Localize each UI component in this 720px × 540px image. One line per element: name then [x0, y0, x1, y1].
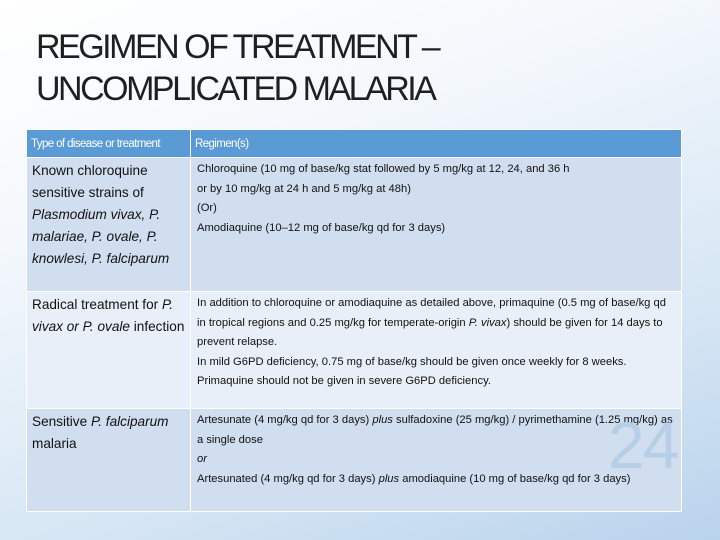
disease-text: Radical treatment for [32, 297, 162, 312]
disease-cell [27, 158, 191, 292]
regimen-text: Artesunate (4 mg/kg qd for 3 days) [197, 414, 373, 426]
slide-number: 24 [608, 408, 678, 482]
disease-text: infection [129, 319, 185, 334]
header-regimen: Regimen(s) [191, 130, 682, 158]
regimen-text: amodiaquine (10 mg of base/kg qd for 3 days) [399, 472, 631, 485]
table-row [27, 158, 682, 292]
table-row [27, 292, 682, 409]
regimen-line: or by 10 mg/kg at 24 h and 5 mg/kg at 48h) [197, 182, 411, 195]
regimen-paragraph [197, 411, 675, 450]
regimen-table [26, 129, 682, 512]
disease-cell [27, 292, 191, 409]
regimen-line: Chloroquine (10 mg of base/kg stat followed by 5 mg/kg at 12, 24, and 36 h [197, 163, 570, 175]
regimen-text: In addition to chloroquine or amodiaquine as detailed above, primaquine (0.5 mg of base/kg qd in tropical regions and 0.25 mg/kg for temperate-origin [197, 297, 666, 329]
disease-text: Known chloroquine sensitive strains of [32, 163, 148, 200]
disease-text: malaria [32, 436, 77, 451]
slide-title-line-2: UNCOMPLICATED MALARIA [36, 70, 435, 108]
regimen-or: or [197, 453, 207, 465]
regimen-species: P. vivax [468, 316, 507, 329]
regimen-text: sulfadoxine (25 mg/kg) / pyrimethamine (1.25 mg/kg) as a single dose [197, 414, 673, 446]
disease-species: Plasmodium vivax, P. malariae, P. ovale, P. knowlesi, P. falciparum [32, 207, 170, 266]
regimen-text: ) should be given for 14 days to prevent relapse. [197, 316, 663, 348]
disease-species: P. vivax or P. ovale [32, 297, 174, 334]
slide-title-line-1: REGIMEN OF TREATMENT – [36, 28, 439, 66]
table-row [27, 409, 682, 512]
regimen-line: (Or) [197, 202, 217, 214]
disease-text: Sensitive [32, 414, 91, 429]
header-disease: Type of disease or treatment [27, 130, 191, 158]
disease-species: P. falciparum [90, 414, 169, 429]
table-header-row [27, 130, 682, 158]
regimen-paragraph [197, 470, 675, 490]
regimen-plus: plus [372, 414, 393, 426]
regimen-cell [191, 292, 682, 409]
regimen-line: Amodiaquine (10–12 mg of base/kg qd for 3 days) [197, 221, 446, 234]
regimen-cell [191, 158, 682, 292]
regimen-paragraph: In mild G6PD deficiency, 0.75 mg of base/kg should be given once weekly for 8 weeks. Primaquine should not be given in severe G6PD deficiency. [197, 355, 627, 387]
regimen-paragraph [197, 294, 675, 353]
slide-title [36, 26, 696, 110]
regimen-text: Artesunated (4 mg/kg qd for 3 days) [197, 472, 379, 485]
disease-cell [27, 409, 191, 512]
regimen-plus: plus [378, 472, 400, 485]
